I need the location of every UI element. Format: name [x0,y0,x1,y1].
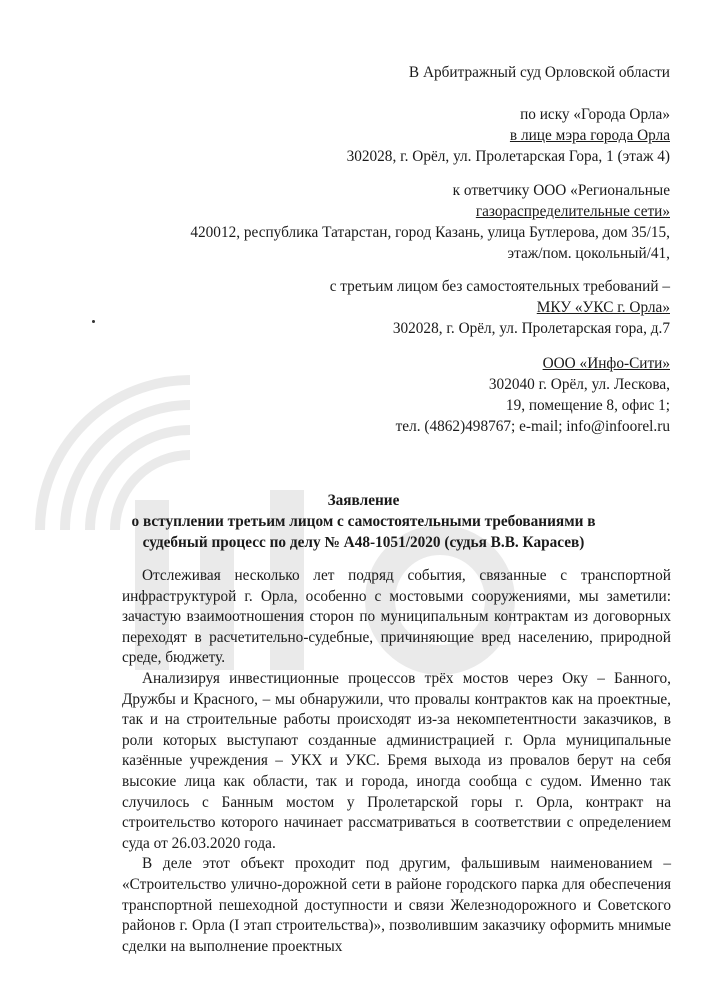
applicant-address2: 19, помещение 8, офис 1; [505,397,670,414]
plaintiff-address: 302028, г. Орёл, ул. Пролетарская Гора, 1 (этаж 4) [346,148,670,165]
third-party-line1: с третьим лицом без самостоятельных требований – [329,278,670,295]
defendant-line1: к ответчику ООО «Региональные [452,182,670,199]
paragraph-2: Анализируя инвестиционные процессов трёх мостов через Оку – Банного, Дружбы и Красного, – мы обнаружили, что провалы контрактов как на проектные, так и на строительные работы происходят из-за некомпетентности заказчиков, в роли которых выступают созданные администрацией г. Орла муниципальные казённые учреждения – УКХ и УКС. Бремя выхода из провалов берут на себя высокие лица как области, так и города, иногда сообща с судом. Именно так случилось с Банным мостом у Пролетарской горы г. Орла, контракт на строительство которого начинает рассматриваться в соответствии с определением суда от 26.03.2020 года. [122,669,671,852]
defendant-address2: этаж/пом. цокольный/41, [507,245,670,262]
applicant-name: ООО «Инфо-Сити» [542,355,670,372]
paragraph-1: Отслеживая несколько лет подряд события, связанные с транспортной инфраструктурой г. Орла, особенно с мостовыми сооружениями, мы заметили: зачастую взаимоотношения сторон по муниципальным контрактам из договорных переходят в расчетительно-судебные, причиняющие вред населению, природной среде, бюджету. [122,567,671,667]
paragraph-3: В деле этот объект проходит под другим, фальшивым наименованием – «Строительство улично-дорожной сети в районе городского парка для обеспечения транспортной пешеходной доступности и связи Железнодорожного и Советского районов г. Орла (I этап строительства)», позволившим заказчику оформить мнимые сделки на выполнение проектных [122,855,671,955]
scan-speck [92,320,95,323]
title-line3: судебный процесс по делу № А48-1051/2020 (судья В.В. Карасев) [142,534,585,551]
title-line1: Заявление [327,492,400,509]
third-party-address: 302028, г. Орёл, ул. Пролетарская гора, д.7 [392,320,670,337]
court-name: В Арбитражный суд Орловской области [408,64,670,81]
body-text [122,566,671,957]
defendant-address1: 420012, республика Татарстан, город Казань, улица Бутлерова, дом 35/15, [190,224,670,241]
third-party-line2: МКУ «УКС г. Орла» [536,299,670,316]
defendant-line2: газораспределительные сети» [475,203,670,220]
applicant-contacts: тел. (4862)498767; e-mail; info@infoorel.ru [395,418,670,435]
applicant-address1: 302040 г. Орёл, ул. Лескова, [488,376,670,393]
plaintiff-line2: в лице мэра города Орла [509,127,670,144]
plaintiff-line1: по иску «Города Орла» [520,106,670,123]
title-line2: о вступлении третьим лицом с самостоятельными требованиями в [131,513,596,530]
